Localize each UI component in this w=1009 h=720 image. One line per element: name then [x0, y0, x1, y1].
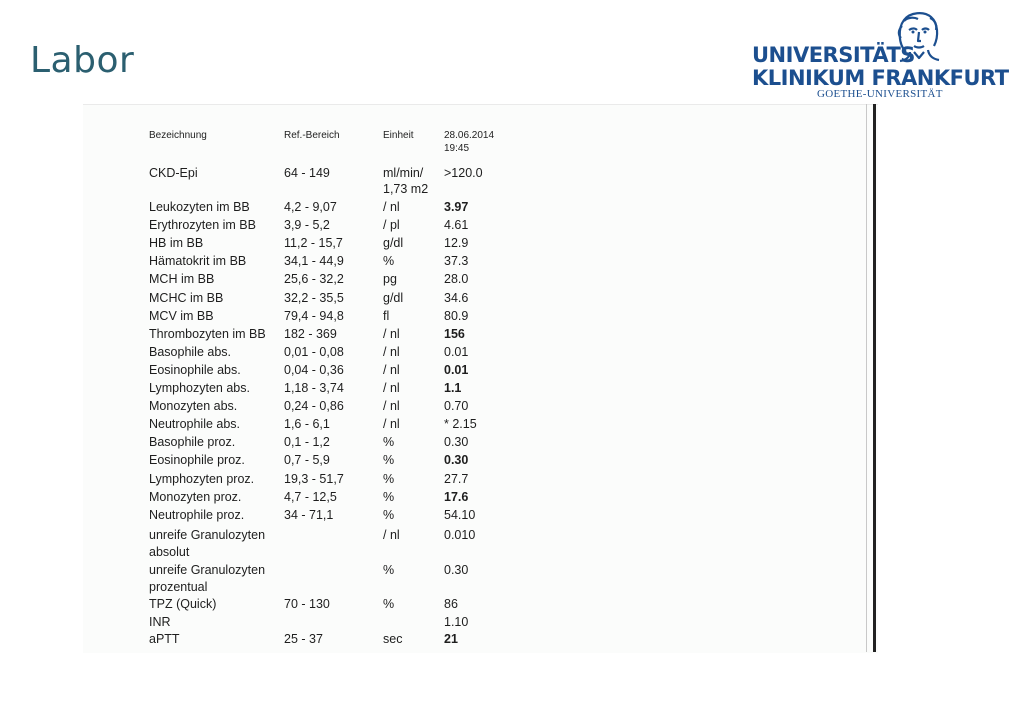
result-row [83, 399, 843, 417]
result-value: 17.6 [444, 489, 469, 504]
result-value: 0.010 [444, 528, 476, 542]
header-name: Bezeichnung [149, 130, 207, 141]
scanned-lab-report [83, 104, 878, 653]
logo-line-universitaets: UNIVERSITÄTS [752, 43, 915, 67]
reference-range: 19,3 - 51,7 [284, 471, 344, 486]
result-value: 0.70 [444, 399, 469, 414]
unit: / pl [383, 218, 400, 233]
unit: g/dl [383, 236, 404, 251]
result-row [83, 490, 843, 508]
result-value: 27.7 [444, 471, 469, 486]
test-name: TPZ (Quick) [149, 597, 217, 611]
reference-range: 25,6 - 32,2 [284, 272, 344, 287]
unit: % [383, 563, 395, 577]
scan-border [873, 104, 876, 652]
unit-continued: 1,73 m2 [383, 182, 429, 196]
university-hospital-logo [752, 8, 1009, 100]
unit: / nl [383, 528, 400, 542]
unit: / nl [383, 399, 400, 414]
slide-title: Labor [30, 40, 135, 81]
reference-range: 182 - 369 [284, 326, 337, 341]
unit: fl [383, 308, 390, 323]
test-name: Lymphozyten abs. [149, 381, 250, 395]
test-name: unreife Granulozyten [149, 563, 266, 577]
unit: % [383, 507, 395, 522]
unit: / nl [383, 417, 400, 432]
result-row [83, 615, 843, 633]
result-value: 37.3 [444, 254, 469, 269]
test-name: Monozyten proz. [149, 489, 242, 504]
test-name: unreife Granulozyten [149, 528, 266, 542]
test-name: Basophile abs. [149, 344, 232, 359]
test-name: Neutrophile proz. [149, 507, 245, 522]
test-name: aPTT [149, 632, 180, 646]
unit: / nl [383, 344, 400, 359]
test-name: Monozyten abs. [149, 399, 238, 414]
result-row [83, 363, 843, 381]
result-row [83, 472, 843, 490]
result-row [83, 254, 843, 272]
result-value: 156 [444, 326, 465, 341]
result-value: 4.61 [444, 218, 469, 233]
result-row [83, 236, 843, 254]
unit: pg [383, 272, 397, 287]
reference-range: 79,4 - 94,8 [284, 308, 344, 323]
unit: ml/min/ [383, 166, 424, 180]
reference-range: 34,1 - 44,9 [284, 254, 344, 269]
unit: / nl [383, 362, 400, 377]
reference-range: 3,9 - 5,2 [284, 218, 330, 233]
result-row [83, 327, 843, 345]
result-value: 1.1 [444, 381, 462, 395]
result-value: 0.01 [444, 344, 469, 359]
unit: % [383, 254, 395, 269]
reference-range: 0,1 - 1,2 [284, 435, 330, 450]
test-name-continued: absolut [149, 545, 190, 559]
result-row [83, 508, 843, 526]
test-name: MCV im BB [149, 308, 214, 323]
result-row-granulo-proz [83, 563, 843, 581]
header-unit: Einheit [383, 130, 414, 141]
test-name: INR [149, 614, 171, 629]
result-row [83, 453, 843, 471]
reference-range: 1,6 - 6,1 [284, 417, 330, 432]
unit: g/dl [383, 290, 404, 305]
reference-range: 64 - 149 [284, 166, 330, 180]
result-value: * 2.15 [444, 417, 477, 432]
unit: / nl [383, 200, 400, 214]
test-name: Lymphozyten proz. [149, 471, 255, 486]
result-row-granulo-abs-cont [83, 545, 843, 563]
test-name: MCH im BB [149, 272, 215, 287]
reference-range: 11,2 - 15,7 [284, 236, 343, 251]
reference-range: 32,2 - 35,5 [284, 290, 344, 305]
result-row [83, 417, 843, 435]
result-value: 3.97 [444, 200, 469, 214]
test-name: HB im BB [149, 236, 204, 251]
test-name: Hämatokrit im BB [149, 254, 247, 269]
reference-range: 34 - 71,1 [284, 507, 334, 522]
unit: % [383, 597, 395, 611]
result-row [83, 309, 843, 327]
result-value: 0.30 [444, 453, 469, 468]
result-value: 12.9 [444, 236, 469, 251]
test-name: MCHC im BB [149, 290, 224, 305]
unit: % [383, 453, 395, 468]
logo-line-goethe: GOETHE-UNIVERSITÄT [817, 88, 943, 100]
result-value: 0.01 [444, 362, 469, 377]
result-value: 21 [444, 632, 458, 646]
result-value: 28.0 [444, 272, 469, 287]
logo-line-klinikum: KLINIKUM FRANKFURT [752, 66, 1009, 90]
result-row [83, 218, 843, 236]
result-value: 86 [444, 597, 458, 611]
result-row-granulo-proz-cont [83, 580, 843, 598]
header-date: 28.06.2014 [444, 130, 495, 141]
reference-range: 1,18 - 3,74 [284, 381, 344, 395]
header-time: 19:45 [444, 143, 470, 154]
header-ref: Ref.-Bereich [284, 130, 340, 141]
test-name: Thrombozyten im BB [149, 326, 266, 341]
result-row-granulo-abs [83, 528, 843, 546]
unit: / nl [383, 326, 400, 341]
test-name: Eosinophile proz. [149, 453, 245, 468]
reference-range: 25 - 37 [284, 632, 323, 646]
unit: % [383, 489, 395, 504]
test-name-continued: prozentual [149, 580, 208, 594]
result-row [83, 597, 843, 615]
result-value: 0.30 [444, 563, 469, 577]
result-value: 34.6 [444, 290, 469, 305]
result-row [83, 632, 843, 650]
result-value: 54.10 [444, 507, 476, 522]
result-row [83, 272, 843, 290]
test-name: Basophile proz. [149, 435, 236, 450]
result-row [83, 381, 843, 399]
unit: / nl [383, 381, 400, 395]
test-name: Neutrophile abs. [149, 417, 241, 432]
result-row [83, 200, 843, 218]
test-name: CKD-Epi [149, 166, 198, 180]
result-value: 80.9 [444, 308, 469, 323]
reference-range: 0,04 - 0,36 [284, 362, 344, 377]
result-row [83, 291, 843, 309]
unit: sec [383, 632, 403, 646]
result-row-ckd-epi-unit [83, 182, 843, 200]
scan-border-inner [866, 104, 867, 652]
reference-range: 70 - 130 [284, 597, 330, 611]
reference-range: 0,24 - 0,86 [284, 399, 344, 414]
test-name: Leukozyten im BB [149, 200, 250, 214]
reference-range: 0,7 - 5,9 [284, 453, 330, 468]
reference-range: 4,7 - 12,5 [284, 489, 337, 504]
result-row [83, 345, 843, 363]
result-value: 0.30 [444, 435, 469, 450]
reference-range: 4,2 - 9,07 [284, 200, 337, 214]
result-value: 1.10 [444, 614, 469, 629]
reference-range: 0,01 - 0,08 [284, 344, 344, 359]
unit: % [383, 435, 395, 450]
result-row [83, 435, 843, 453]
result-value: >120.0 [444, 166, 483, 180]
test-name: Erythrozyten im BB [149, 218, 256, 233]
test-name: Eosinophile abs. [149, 362, 241, 377]
unit: % [383, 471, 395, 486]
